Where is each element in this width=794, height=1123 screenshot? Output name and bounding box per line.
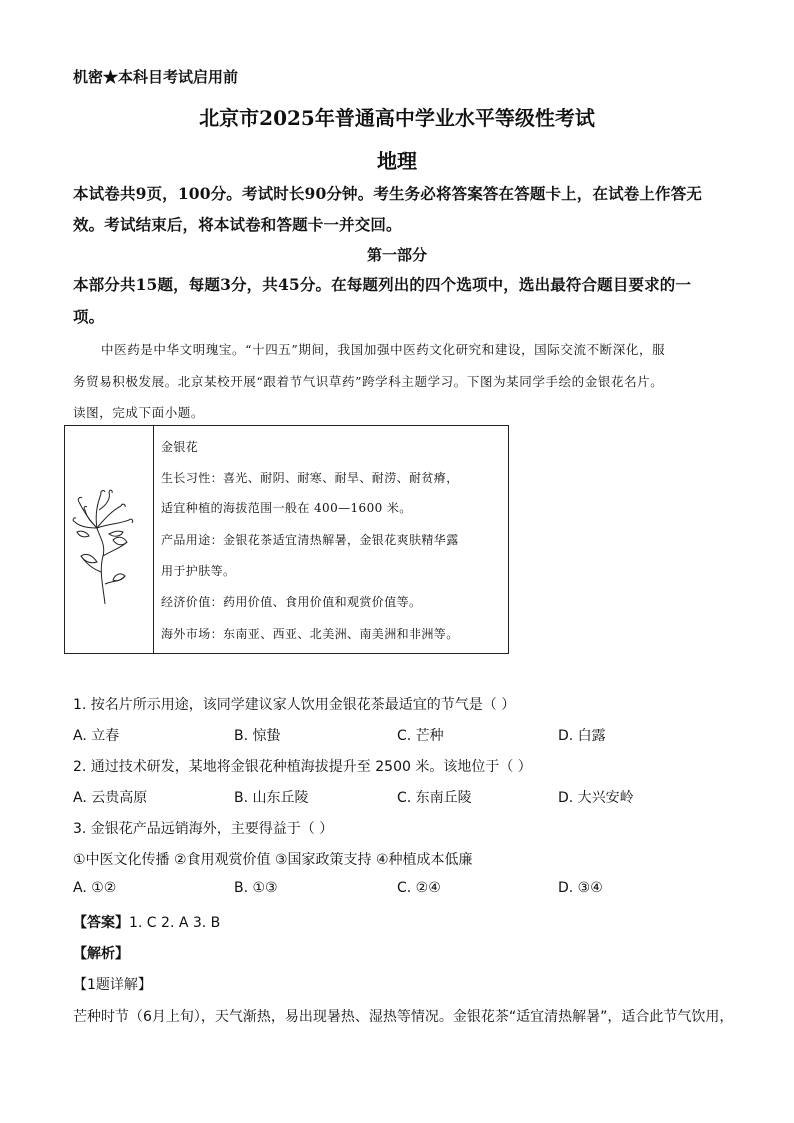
card-use-2: 用于护肤等。 [161, 564, 236, 578]
question-1-option-a: A. 立春 [73, 728, 120, 744]
honeysuckle-sketch-icon [69, 476, 149, 606]
question-3-option-c: C. ②④ [397, 880, 441, 896]
card-market: 海外市场：东南亚、西亚、北美洲、南美洲和非洲等。 [161, 627, 459, 641]
analysis-detail-label: 【1题详解】 [73, 977, 152, 993]
analysis-detail-text: 芒种时节（6月上旬），天气渐热，易出现暑热、湿热等情况。金银花茶“适宜清热解暑”，适合此节气饮用， [73, 1009, 734, 1025]
passage-line-1: 中医药是中华文明瑰宝。“十四五”期间，我国加强中医药文化研究和建设，国际交流不断深化，服 [101, 342, 666, 357]
question-1-option-c: C. 芒种 [397, 728, 444, 744]
question-1-stem: 1. 按名片所示用途，该同学建议家人饮用金银花茶最适宜的节气是（ ） [73, 697, 516, 713]
confidential-label: 机密★本科目考试启用前 [73, 68, 239, 86]
analysis-label: 【解析】 [73, 946, 129, 962]
part-one-desc-line-1: 本部分共15题，每题3分，共45分。在每题列出的四个选项中，选出最符合题目要求的一 [73, 275, 692, 294]
question-3-statements: ①中医文化传播 ②食用观赏价值 ③国家政策支持 ④种植成本低廉 [73, 852, 473, 868]
instructions-line-1: 本试卷共9页，100分。考试时长90分钟。考生务必将答案答在答题卡上，在试卷上作答无 [73, 184, 703, 203]
answer-row [73, 912, 220, 932]
question-1-option-d: D. 白露 [558, 728, 606, 744]
part-one-title: 第一部分 [366, 246, 427, 264]
question-3-option-a: A. ①② [73, 880, 117, 896]
question-3-stem: 3. 金银花产品远销海外，主要得益于（ ） [73, 821, 334, 837]
question-2-option-b: B. 山东丘陵 [234, 790, 309, 806]
question-2-option-c: C. 东南丘陵 [397, 790, 472, 806]
instructions-line-2: 效。考试结束后，将本试卷和答题卡一并交回。 [73, 215, 402, 234]
question-2-stem: 2. 通过技术研发，某地将金银花种植海拔提升至 2500 米。该地位于（ ） [73, 759, 532, 775]
card-name: 金银花 [161, 440, 199, 454]
honeysuckle-card [64, 425, 509, 654]
exam-title: 北京市2025年普通高中学业水平等级性考试 [199, 106, 595, 130]
card-habit-2: 适宜种植的海拔范围一般在 400—1600 米。 [161, 501, 412, 515]
question-3-option-d: D. ③④ [558, 880, 603, 896]
answer-label: 【答案】 [73, 915, 129, 931]
subject-title: 地理 [377, 149, 417, 173]
question-2-option-a: A. 云贵高原 [73, 790, 148, 806]
part-one-desc-line-2: 项。 [73, 307, 105, 326]
question-1-option-b: B. 惊蛰 [234, 728, 281, 744]
passage-line-2: 务贸易积极发展。北京某校开展“跟着节气识草药”跨学科主题学习。下图为某同学手绘的金银花名片。 [73, 374, 664, 389]
card-habit-1: 生长习性：喜光、耐阴、耐寒、耐旱、耐涝、耐贫瘠， [161, 471, 459, 485]
card-divider [153, 426, 154, 653]
card-use-1: 产品用途：金银花茶适宜清热解暑，金银花爽肤精华露 [161, 533, 459, 547]
passage-line-3: 读图，完成下面小题。 [73, 405, 205, 420]
answer-values: 1. C 2. A 3. B [129, 915, 221, 931]
question-3-option-b: B. ①③ [234, 880, 278, 896]
question-2-option-d: D. 大兴安岭 [558, 790, 634, 806]
card-value: 经济价值：药用价值、食用价值和观赏价值等。 [161, 595, 422, 609]
